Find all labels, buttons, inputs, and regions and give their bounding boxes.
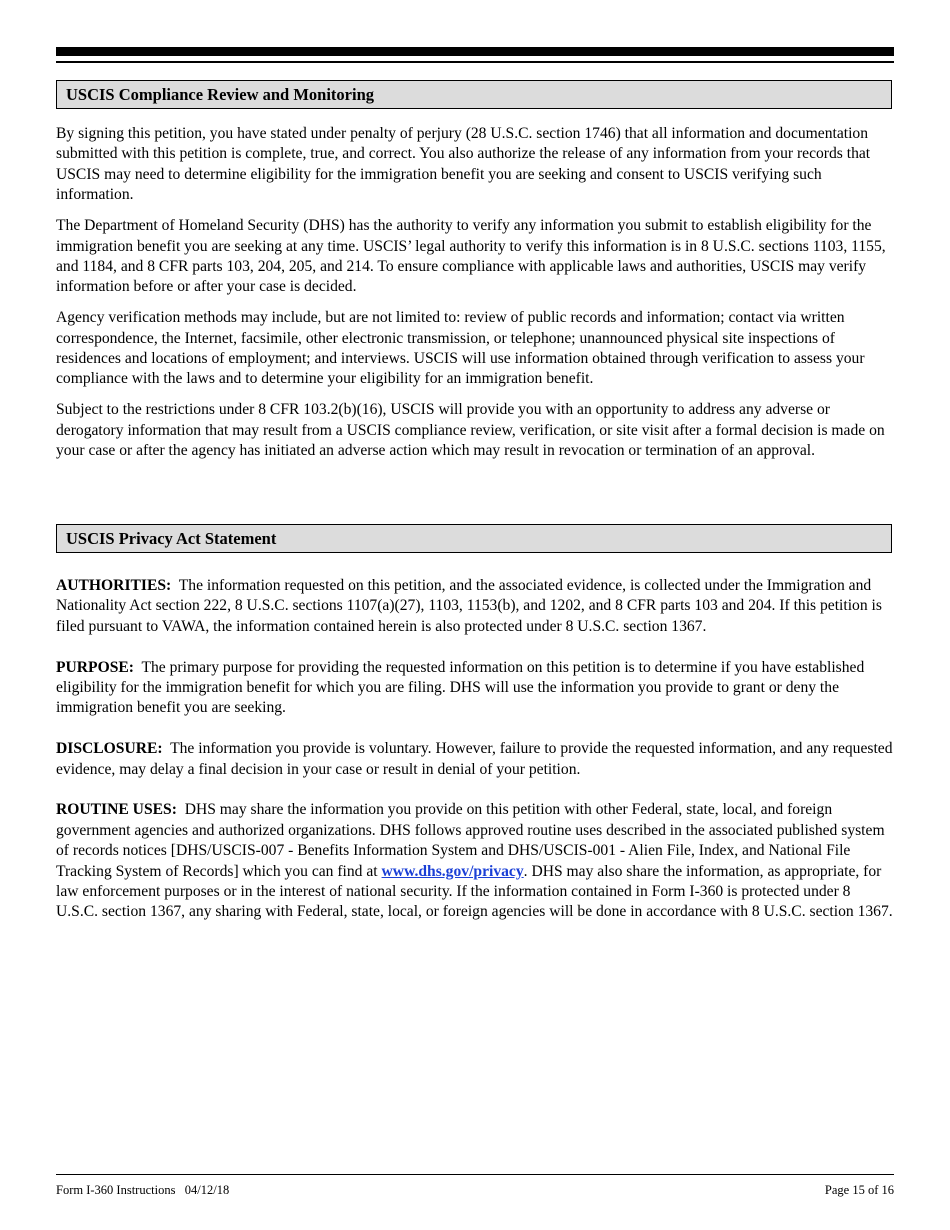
purpose-label: PURPOSE:	[56, 658, 134, 676]
authorities-text: The information requested on this petition, and the associated evidence, is collected under the Immigration and Nationality Act section 222, 8 U.S.C. sections 1107(a)(27), 1103, 1153(b), and 1202, and 8 CFR parts 103 and 204. If this petition is filed pursuant to VAWA, the information contained herein is also protected under 8 U.S.C. section 1367.	[56, 577, 882, 635]
privacy-body	[56, 576, 896, 943]
routine-uses-paragraph	[56, 800, 896, 922]
disclosure-paragraph	[56, 739, 896, 780]
disclosure-label: DISCLOSURE:	[56, 740, 163, 758]
paragraph: Agency verification methods may include, but are not limited to: review of public records and information; contact via written correspondence, the Internet, facsimile, other electronic transmission, or telephone; unannounced physical site inspections of residences and locations of employment; and interviews. USCIS will use information obtained through verification to assess your compliance with the laws and to determine your eligibility for an immigration benefit.	[56, 309, 865, 388]
purpose-paragraph	[56, 658, 896, 719]
header-thin-rule	[56, 61, 894, 63]
authorities-paragraph	[56, 576, 896, 637]
compliance-body	[56, 124, 896, 472]
paragraph: The Department of Homeland Security (DHS) has the authority to verify any information you submit to establish eligibility for the immigration benefit you are seeking at any time. USCIS’ legal authority to verify this information is in 8 U.S.C. sections 1103, 1155, and 1184, and 8 CFR parts 103, 204, 205, and 214. To ensure compliance with applicable laws and authorities, USCIS may verify information before or after your case is decided.	[56, 217, 886, 296]
footer-rule	[56, 1174, 894, 1175]
disclosure-text: The information you provide is voluntary. However, failure to provide the requested information, and any requested evidence, may delay a final decision in your case or result in denial of your petition.	[56, 740, 893, 778]
routine-uses-text-after: . DHS may also share the information, as appropriate, for law enforcement purposes or in the interest of national security. If the information contained in Form I-360 is protected under 8 U.S.C. section 1367, any sharing with Federal, state, local, or foreign agencies will be done in accordance with 8 U.S.C. section 1367.	[56, 862, 893, 921]
section-title: USCIS Compliance Review and Monitoring	[66, 85, 375, 104]
routine-uses-text: DHS may share the information you provide on this petition with other Federal, state, local, and foreign government agencies and authorized organizations. DHS follows approved routine uses described in the associated published system of records notices [DHS/USCIS-007 - Benefits Information System and DHS/USCIS-001 - Alien File, Index, and National File Tracking System of Records] which you can find at	[56, 801, 885, 880]
footer-page-number: Page 15 of 16	[824, 1183, 894, 1197]
dhs-privacy-link[interactable]: www.dhs.gov/privacy	[381, 862, 524, 880]
paragraph: By signing this petition, you have stated under penalty of perjury (28 U.S.C. section 1746) that all information and documentation submitted with this petition is complete, true, and correct. You also authorize the release of any information from your records that USCIS may need to determine eligibility for the immigration benefit you are seeking and consent to USCIS verifying such information.	[56, 125, 871, 204]
section-title: USCIS Privacy Act Statement	[66, 529, 277, 548]
authorities-label: AUTHORITIES:	[56, 577, 172, 594]
paragraph: Subject to the restrictions under 8 CFR 103.2(b)(16), USCIS will provide you with an opportunity to address any adverse or derogatory information that may result from a USCIS compliance review, verification, or site visit after a formal decision is made on your case or after the agency has initiated an adverse action which may result in revocation or termination of an approval.	[56, 401, 885, 460]
section-heading-privacy	[56, 524, 892, 553]
purpose-text: The primary purpose for providing the requested information on this petition is to determine if you have established eligibility for the immigration benefit for which you are filing. DHS will use the information you provide to grant or deny the immigration benefit you are seeking.	[56, 658, 865, 717]
header-thick-rule	[56, 47, 894, 56]
routine-uses-label: ROUTINE USES:	[56, 801, 177, 819]
footer-form-id: Form I-360 Instructions 04/12/18	[56, 1183, 230, 1197]
section-heading-compliance	[56, 80, 892, 109]
